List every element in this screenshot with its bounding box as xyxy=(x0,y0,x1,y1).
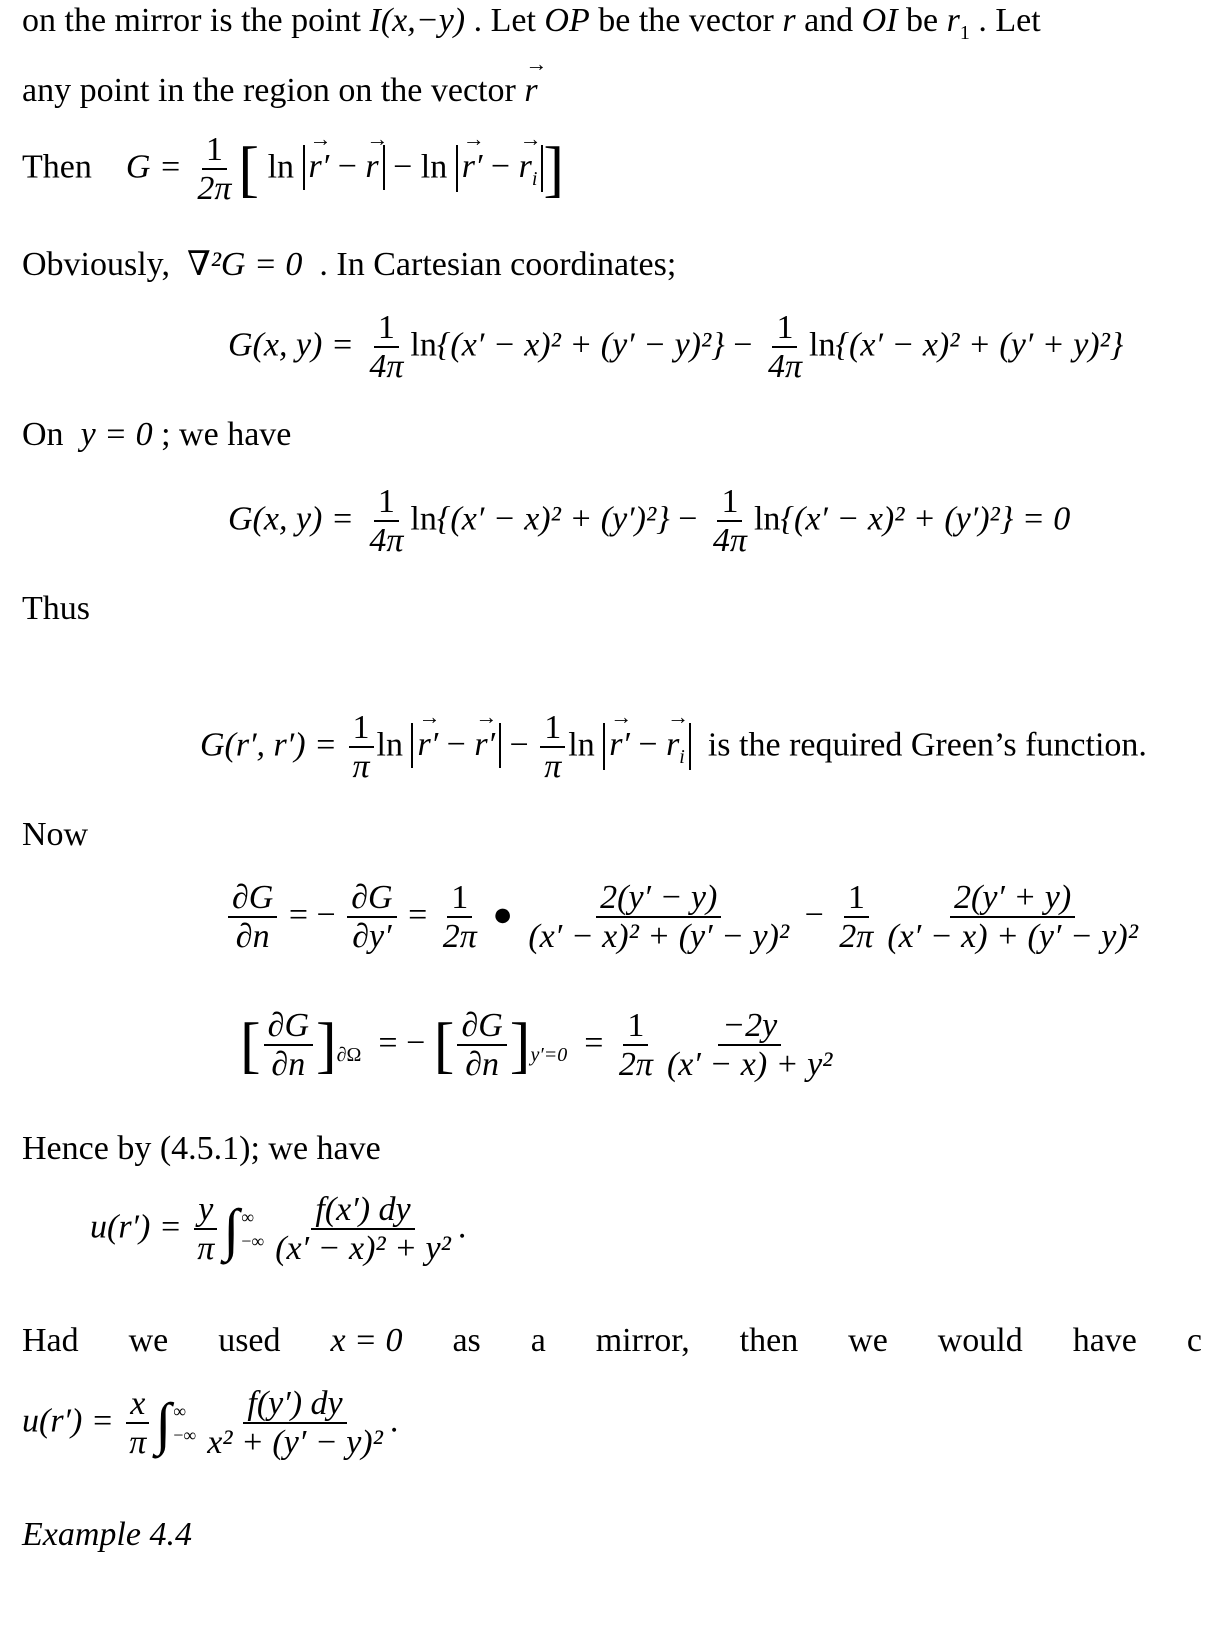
equation-dgdn: $\frac{\partial G}{\partial n}$ = − $\frac{\partial G}{\partial y'}$ = $\frac{1}{2\pi}$ ● $\frac{2(y' - y)}{\text{(x′ − x)² + (y′ − y)²}}$ − $\frac{1}{2\pi}$ $\frac{2(y' + y)}{\text{(x′ − x) + (y′ − y)²}}$ xyxy=(225,880,1145,955)
denominator: (x′ − x)² + y² xyxy=(275,1229,451,1267)
word: a xyxy=(530,1322,546,1359)
fraction xyxy=(540,710,565,785)
fraction xyxy=(193,1192,218,1267)
math-grr: G(r′, r′) = xyxy=(200,726,337,764)
fraction xyxy=(203,1386,387,1461)
bracket-left: [ xyxy=(240,1011,261,1080)
equation-boundary: [ $\frac{\partial G}{\partial n}$ ]$_{\partial\Omega}$ = − [ $\frac{\partial G}{\partial n}$ ]$_{y'=0}$ = $\frac{1}{2\pi}$ $\frac{-2y}{\text{(x′ − x) + y²}}$ xyxy=(240,1008,839,1083)
text-segment: is the required Green’s function. xyxy=(707,726,1147,764)
numerator: −2y xyxy=(718,1008,781,1046)
numerator: ∂G xyxy=(264,1008,313,1046)
denominator: π xyxy=(352,747,370,785)
math-subscript: ∂Ω xyxy=(336,1044,362,1067)
numerator: ∂G xyxy=(457,1008,506,1046)
equation-u-integral-2: u(r′) = $\frac{x}{\pi}$ ∫ ∞ −∞ $\frac{f(y') dy}{\text{x² + (y′ − y)²}}$ . xyxy=(22,1385,399,1461)
upper-limit: ∞ xyxy=(173,1401,187,1422)
fraction xyxy=(264,1008,313,1083)
numerator: 1 xyxy=(202,132,227,170)
math-ln: ln xyxy=(809,326,836,364)
integral-limits xyxy=(241,1206,264,1253)
denominator: (x′ − x)² + (y′ − y)² xyxy=(528,917,790,955)
math-term: {(x′ − x)² + (y′ + y)²} xyxy=(835,326,1124,364)
abs-value: → r′ − → r xyxy=(303,145,385,189)
equation-cartesian: G(x, y) = $\frac{1}{4\pi}$ ln{(x′ − x)² + (y′ − y)²} − $\frac{1}{4\pi}$ ln{(x′ − x)² + (y′ + y)²} xyxy=(228,309,1124,385)
numerator: 1 xyxy=(447,880,472,918)
bracket-right: ] xyxy=(316,1011,337,1080)
fraction xyxy=(193,132,235,207)
fraction xyxy=(125,1386,150,1461)
word: have xyxy=(1072,1322,1137,1359)
numerator: 2(y′ − y) xyxy=(596,880,721,918)
text-segment: be the vector xyxy=(598,2,774,39)
fraction xyxy=(457,1008,506,1083)
fraction xyxy=(271,1192,455,1267)
denominator: x² + (y′ − y)² xyxy=(207,1423,383,1461)
integral-limits xyxy=(173,1400,196,1447)
numerator: f(x′) dy xyxy=(311,1192,414,1230)
fraction xyxy=(365,484,407,559)
word: used xyxy=(218,1322,281,1359)
math-oi: OI xyxy=(861,2,898,39)
numerator: x xyxy=(126,1386,149,1424)
text-segment: On xyxy=(22,416,64,453)
math-u: u(r′) = xyxy=(22,1402,114,1440)
denominator: 2π xyxy=(618,1045,653,1083)
numerator: 1 xyxy=(349,710,374,748)
math-ln: ln xyxy=(376,726,403,764)
equation-greens: G(r′, r′) = $\frac{1}{\pi}$ ln → r′ − → r′ − $\frac{1}{\pi}$ ln → r′ − → $r_i$ is the required Green’s function. xyxy=(200,710,1147,785)
numerator: 1 xyxy=(374,484,399,522)
text-segment: Example 4.4 xyxy=(22,1516,192,1553)
math-ln: ln xyxy=(568,726,595,764)
denominator: ∂n xyxy=(465,1045,500,1083)
denominator: ∂y′ xyxy=(352,917,392,955)
example-heading xyxy=(22,1516,192,1553)
math-op: OP xyxy=(544,2,590,39)
denominator: (x′ − x) + y² xyxy=(666,1045,833,1083)
text-line-hence xyxy=(22,1130,381,1167)
denominator: ∂n xyxy=(235,917,270,955)
upper-limit: ∞ xyxy=(241,1207,255,1228)
numerator: ∂G xyxy=(347,880,396,918)
denominator: π xyxy=(197,1229,215,1267)
fraction xyxy=(228,880,277,955)
numerator: 1 xyxy=(374,310,399,348)
denominator: 4π xyxy=(767,347,802,385)
math-gxy: G(x, y) = xyxy=(228,500,354,538)
text-segment: Obviously, xyxy=(22,246,170,283)
denominator: (x′ − x) + (y′ − y)² xyxy=(887,917,1138,955)
text-line-on-y0 xyxy=(22,416,291,453)
denominator: 4π xyxy=(369,347,404,385)
math-term: {(x′ − x)² + (y′)²} = 0 xyxy=(780,500,1071,538)
numerator: 1 xyxy=(540,710,565,748)
word: we xyxy=(848,1322,888,1359)
equation-u-integral-1: u(r′) = $\frac{y}{\pi}$ ∫ ∞ −∞ $\frac{f(x') dy}{\text{(x′ − x)² + y²}}$ . xyxy=(90,1191,467,1267)
math-vector-r: → r xyxy=(524,72,537,109)
math-u: u(r′) = xyxy=(90,1208,182,1246)
text-segment: and xyxy=(804,2,854,39)
word: as xyxy=(452,1322,481,1359)
math-x0: x = 0 xyxy=(330,1322,403,1359)
denominator: 2π xyxy=(839,917,874,955)
math-ln: ln xyxy=(753,500,781,538)
abs-value: → r′ − → r′ xyxy=(411,723,501,767)
word: would xyxy=(937,1322,1023,1359)
text-segment: on the mirror is the point xyxy=(22,2,362,39)
denominator: π xyxy=(129,1423,147,1461)
math-subscript: 1 xyxy=(959,21,970,44)
text-line-had xyxy=(22,1322,1202,1360)
bracket-left: [ xyxy=(238,135,260,204)
math-y0: y = 0 xyxy=(80,416,153,453)
text-segment: . In Cartesian coordinates; xyxy=(319,246,677,283)
bullet-dot: ● xyxy=(492,896,513,934)
fraction xyxy=(347,880,396,955)
math-ln: ln xyxy=(267,148,295,186)
math-ln: ln xyxy=(410,500,437,538)
math-ln: ln xyxy=(410,326,437,364)
fraction xyxy=(365,310,407,385)
text-then: Then xyxy=(22,148,92,186)
text-line-now xyxy=(22,816,88,853)
numerator: 2(y′ + y) xyxy=(950,880,1075,918)
fraction xyxy=(883,880,1142,955)
fraction xyxy=(615,1008,657,1083)
word: c xyxy=(1186,1322,1202,1359)
numerator: 1 xyxy=(623,1008,648,1046)
text-segment: ; we have xyxy=(161,416,292,453)
integral-sign: ∫ xyxy=(223,1197,240,1263)
denominator: 2π xyxy=(442,917,477,955)
denominator: π xyxy=(544,747,562,785)
text-segment: Now xyxy=(22,816,89,853)
math-gxy: G(x, y) = xyxy=(228,326,354,364)
bracket-right: ] xyxy=(543,135,565,204)
bracket-right: ] xyxy=(509,1011,531,1080)
abs-value: → r′ − → $r_i$ xyxy=(603,723,691,770)
math-term: {(x′ − x)² + (y′ − y)²} xyxy=(436,326,725,364)
numerator: ∂G xyxy=(228,880,277,918)
text-segment: . Let xyxy=(473,2,536,39)
text-segment: any point in the region on the vector xyxy=(22,72,516,109)
text-segment: Thus xyxy=(22,590,90,627)
numerator: y xyxy=(194,1192,217,1230)
text-segment: . Let xyxy=(978,2,1041,39)
lower-limit: −∞ xyxy=(173,1424,197,1445)
numerator: f(y′) dy xyxy=(243,1386,346,1424)
fraction xyxy=(709,484,751,559)
word: Had xyxy=(22,1322,79,1359)
text-line-thus xyxy=(22,590,90,627)
text-line-obviously xyxy=(22,246,676,283)
math-ln: ln xyxy=(420,148,448,186)
fraction xyxy=(663,1008,836,1083)
fraction xyxy=(835,880,877,955)
word: mirror, xyxy=(595,1322,690,1359)
bracket-left: [ xyxy=(433,1011,455,1080)
fraction xyxy=(524,880,793,955)
denominator: 4π xyxy=(369,521,404,559)
fraction xyxy=(764,310,806,385)
text-segment: Hence by (4.5.1); we have xyxy=(22,1130,381,1167)
equation-then: Then G = $\frac{1}{2\pi}$ [ ln → r′ − → r − ln → r′ − → $r_i$] xyxy=(22,132,564,207)
denominator: 2π xyxy=(197,169,232,207)
word: then xyxy=(739,1322,799,1359)
text-line-1 xyxy=(22,2,1041,44)
fraction xyxy=(439,880,481,955)
denominator: 4π xyxy=(712,521,747,559)
text-segment: be xyxy=(906,2,939,39)
integral-sign: ∫ xyxy=(155,1391,172,1457)
text-line-2 xyxy=(22,72,538,109)
numerator: 1 xyxy=(717,484,742,522)
math-laplace: ∇²G = 0 xyxy=(186,246,303,283)
math-point-i: I(x,−y) xyxy=(369,2,466,39)
lower-limit: −∞ xyxy=(241,1230,265,1251)
denominator: ∂n xyxy=(271,1045,306,1083)
math-g: G = xyxy=(125,148,182,186)
math-vector-r1: → r xyxy=(947,2,960,39)
abs-value: → r′ − → $r_i$ xyxy=(456,145,544,192)
fraction xyxy=(348,710,373,785)
math-subscript: y′=0 xyxy=(530,1044,568,1067)
numerator: 1 xyxy=(844,880,869,918)
math-vector-r: → r xyxy=(782,2,795,39)
math-term: {(x′ − x)² + (y′)²} xyxy=(436,500,670,538)
numerator: 1 xyxy=(772,310,797,348)
equation-y0: G(x, y) = $\frac{1}{4\pi}$ ln{(x′ − x)² + (y′)²} − $\frac{1}{4\pi}$ ln{(x′ − x)² + (y′)²} = 0 xyxy=(228,483,1071,559)
word: we xyxy=(128,1322,169,1359)
